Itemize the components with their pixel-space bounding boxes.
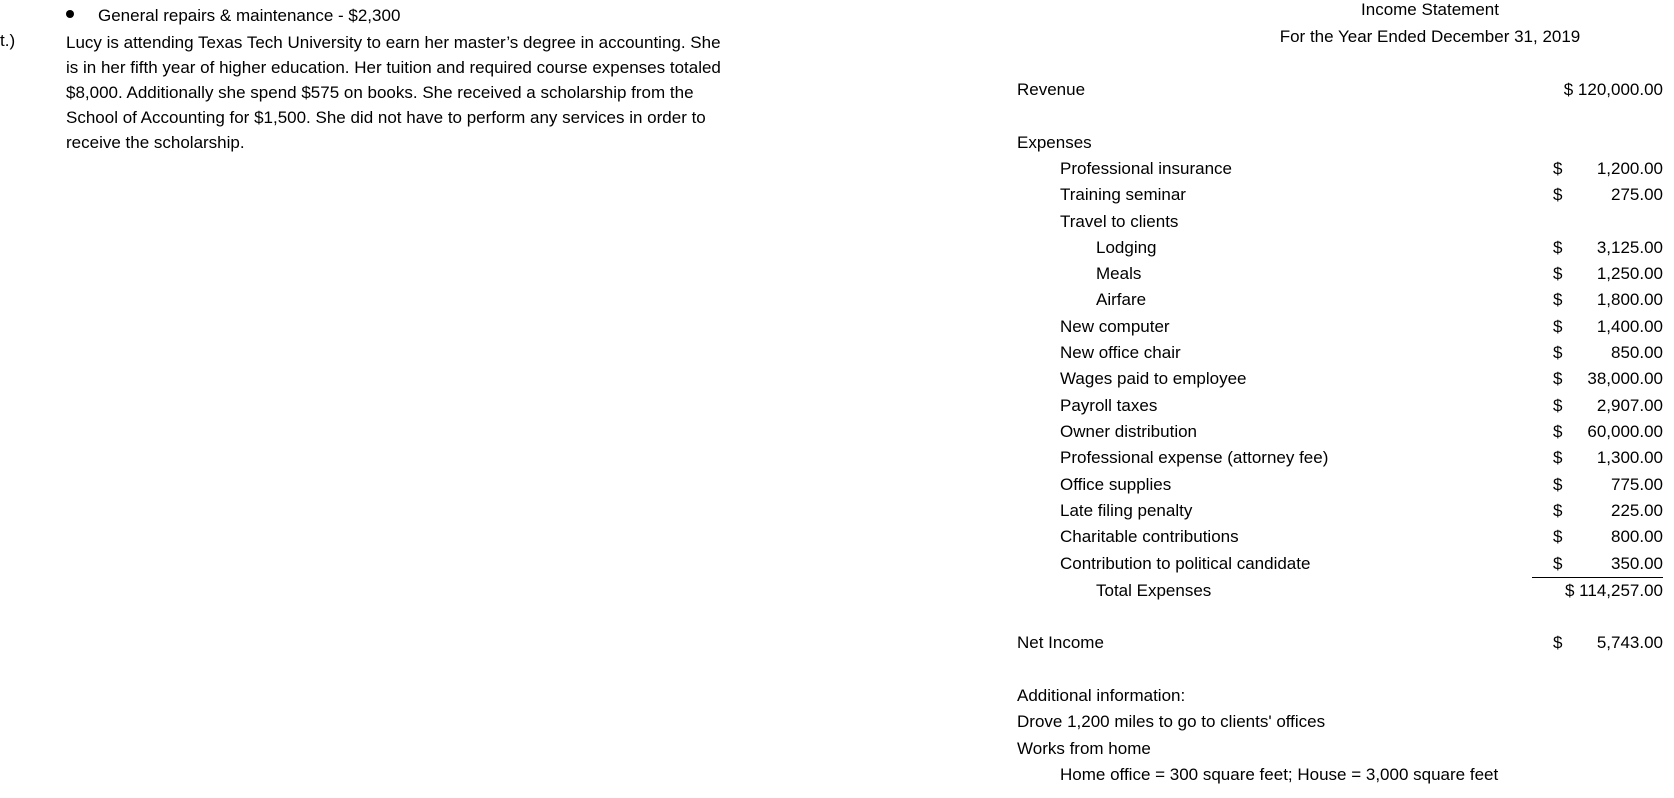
expense-amount: 1,300.00 xyxy=(1596,448,1663,467)
problem-line: receive the scholarship. xyxy=(66,133,245,152)
expense-dollar: $ xyxy=(1553,238,1563,257)
expense-dollar: $ xyxy=(1553,159,1563,178)
expense-amount: 3,125.00 xyxy=(1596,238,1663,257)
expense-label: Professional expense (attorney fee) xyxy=(1060,448,1329,467)
net-income-amount: 5,743.00 xyxy=(1596,633,1663,652)
problem-line: Lucy is attending Texas Tech University to earn her master’s degree in accounting. She xyxy=(66,33,721,52)
expense-label: New office chair xyxy=(1060,343,1181,362)
expense-dollar: $ xyxy=(1553,317,1563,336)
revenue-label: Revenue xyxy=(1017,80,1086,99)
expense-dollar: $ xyxy=(1553,185,1563,204)
expense-label: Travel to clients xyxy=(1060,212,1179,231)
expense-amount: 38,000.00 xyxy=(1587,369,1663,388)
expense-label: Wages paid to employee xyxy=(1060,369,1247,388)
expense-label: Contribution to political candidate xyxy=(1060,554,1311,573)
expense-amount: 275.00 xyxy=(1611,185,1663,204)
expense-label: Owner distribution xyxy=(1060,422,1198,441)
expense-label: Airfare xyxy=(1096,290,1147,309)
expense-dollar: $ xyxy=(1553,501,1563,520)
expense-label: Meals xyxy=(1096,264,1142,283)
additional-line: Home office = 300 square feet; House = 3,000 square feet xyxy=(1060,765,1499,784)
expense-label: Office supplies xyxy=(1060,475,1172,494)
revenue-value: $ 120,000.00 xyxy=(1563,80,1663,99)
expense-dollar: $ xyxy=(1553,554,1563,573)
problem-line: $8,000. Additionally she spend $575 on books. She received a scholarship from the xyxy=(66,83,694,102)
expense-dollar: $ xyxy=(1553,422,1563,441)
bullet-item: General repairs & maintenance - $2,300 xyxy=(98,6,401,25)
statement-title: Income Statement xyxy=(1361,0,1499,19)
expense-dollar: $ xyxy=(1553,396,1563,415)
expense-amount: 850.00 xyxy=(1611,343,1663,362)
expense-label: New computer xyxy=(1060,317,1170,336)
expense-label: Professional insurance xyxy=(1060,159,1232,178)
expense-dollar: $ xyxy=(1553,527,1563,546)
expense-dollar: $ xyxy=(1553,369,1563,388)
problem-text xyxy=(66,30,806,155)
expense-amount: 775.00 xyxy=(1611,475,1663,494)
statement-period: For the Year Ended December 31, 2019 xyxy=(1279,27,1581,46)
expense-amount: 60,000.00 xyxy=(1587,422,1663,441)
expense-label: Payroll taxes xyxy=(1060,396,1158,415)
expense-dollar: $ xyxy=(1553,343,1563,362)
expense-amount: 1,400.00 xyxy=(1596,317,1663,336)
expense-dollar: $ xyxy=(1553,290,1563,309)
expense-amount: 1,800.00 xyxy=(1596,290,1663,309)
problem-line: School of Accounting for $1,500. She did not have to perform any services in order to xyxy=(66,108,706,127)
expense-amount: 800.00 xyxy=(1611,527,1663,546)
expense-dollar: $ xyxy=(1553,475,1563,494)
expense-dollar: $ xyxy=(1553,448,1563,467)
additional-line: Works from home xyxy=(1017,739,1151,758)
expense-label: Late filing penalty xyxy=(1060,501,1193,520)
total-expenses-value: $ 114,257.00 xyxy=(1565,581,1663,600)
total-underline xyxy=(1532,577,1663,578)
expense-label: Training seminar xyxy=(1060,185,1186,204)
expense-label: Charitable contributions xyxy=(1060,527,1239,546)
additional-heading: Additional information: xyxy=(1017,686,1186,705)
expense-dollar: $ xyxy=(1553,264,1563,283)
problem-label: t.) xyxy=(0,31,16,50)
net-income-label: Net Income xyxy=(1017,633,1104,652)
additional-line: Drove 1,200 miles to go to clients' offices xyxy=(1017,712,1326,731)
problem-line: is in her fifth year of higher education. Her tuition and required course expenses totaled xyxy=(66,58,721,77)
expenses-heading: Expenses xyxy=(1017,133,1092,152)
expense-amount: 225.00 xyxy=(1611,501,1663,520)
expense-amount: 1,250.00 xyxy=(1596,264,1663,283)
expense-amount: 2,907.00 xyxy=(1596,396,1663,415)
net-income-dollar: $ xyxy=(1553,633,1563,652)
total-expenses-label: Total Expenses xyxy=(1096,581,1212,600)
expense-amount: 1,200.00 xyxy=(1596,159,1663,178)
expense-amount: 350.00 xyxy=(1611,554,1663,573)
bullet-icon xyxy=(66,10,74,18)
expense-label: Lodging xyxy=(1096,238,1157,257)
